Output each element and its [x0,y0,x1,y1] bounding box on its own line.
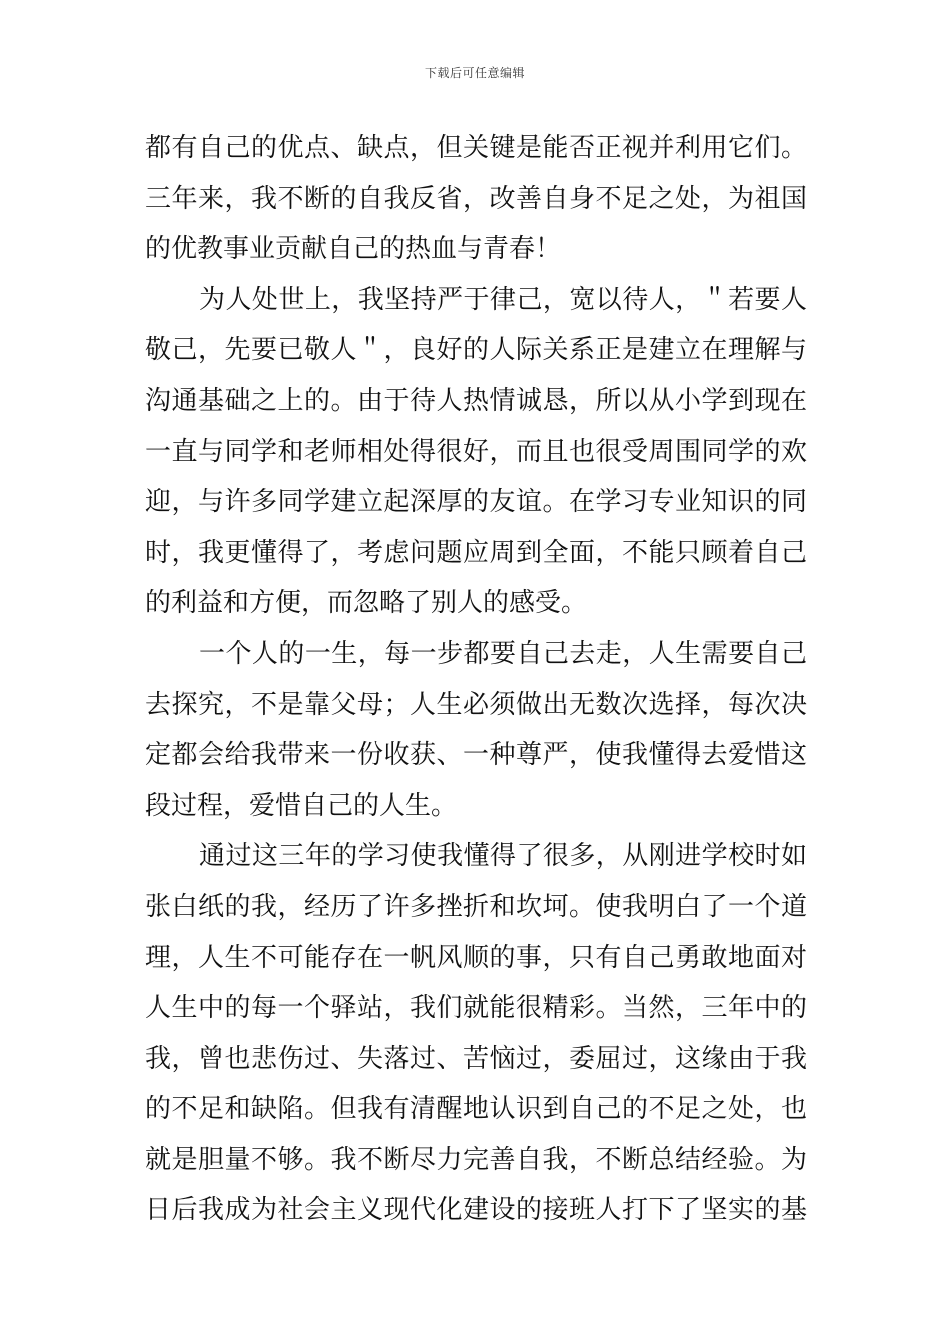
text-line: 迎，与许多同学建立起深厚的友谊。在学习专业知识的同 [145,487,807,518]
text-line: 去探究，不是靠父母；人生必须做出无数次选择，每次决 [145,689,807,720]
text-line: 我，曾也悲伤过、失落过、苦恼过，委屈过，这缘由于我 [145,1043,807,1074]
text-line: 就是胆量不够。我不断尽力完善自我，不断总结经验。为 [145,1144,807,1175]
text-line: 理，人生不可能存在一帆风顺的事，只有自己勇敢地面对 [145,942,807,973]
text-line: 一个人的一生，每一步都要自己去走，人生需要自己 [199,638,807,669]
text-line: 的利益和方便，而忽略了别人的感受。 [145,588,588,619]
page-header-note: 下载后可任意编辑 [424,66,525,80]
document-body [145,123,807,1236]
text-line: 一直与同学和老师相处得很好，而且也很受周围同学的欢 [145,436,807,467]
text-line: 三年来，我不断的自我反省，改善自身不足之处，为祖国 [145,183,807,214]
text-line: 为人处世上，我坚持严于律己，宽以待人，＂若要人 [199,284,807,315]
text-line: 通过这三年的学习使我懂得了很多，从刚进学校时如 [199,841,807,872]
text-line: 段过程，爱惜自己的人生。 [145,790,458,821]
text-line: 人生中的每一个驿站，我们就能很精彩。当然，三年中的 [145,993,807,1024]
text-line: 敬己，先要已敬人＂，良好的人际关系正是建立在理解与 [145,335,807,366]
text-line: 时，我更懂得了，考虑问题应周到全面，不能只顾着自己 [145,537,807,568]
text-line: 定都会给我带来一份收获、一种尊严，使我懂得去爱惜这 [145,740,807,771]
text-line: 沟通基础之上的。由于待人热情诚恳，所以从小学到现在 [145,385,807,416]
text-line: 日后我成为社会主义现代化建设的接班人打下了坚实的基 [145,1195,807,1226]
text-line: 的不足和缺陷。但我有清醒地认识到自己的不足之处，也 [145,1094,807,1125]
text-line: 都有自己的优点、缺点，但关键是能否正视并利用它们。 [145,133,807,163]
text-line: 张白纸的我，经历了许多挫折和坎坷。使我明白了一个道 [145,891,807,922]
text-line: 的优教事业贡献自己的热血与青春！ [145,234,562,265]
